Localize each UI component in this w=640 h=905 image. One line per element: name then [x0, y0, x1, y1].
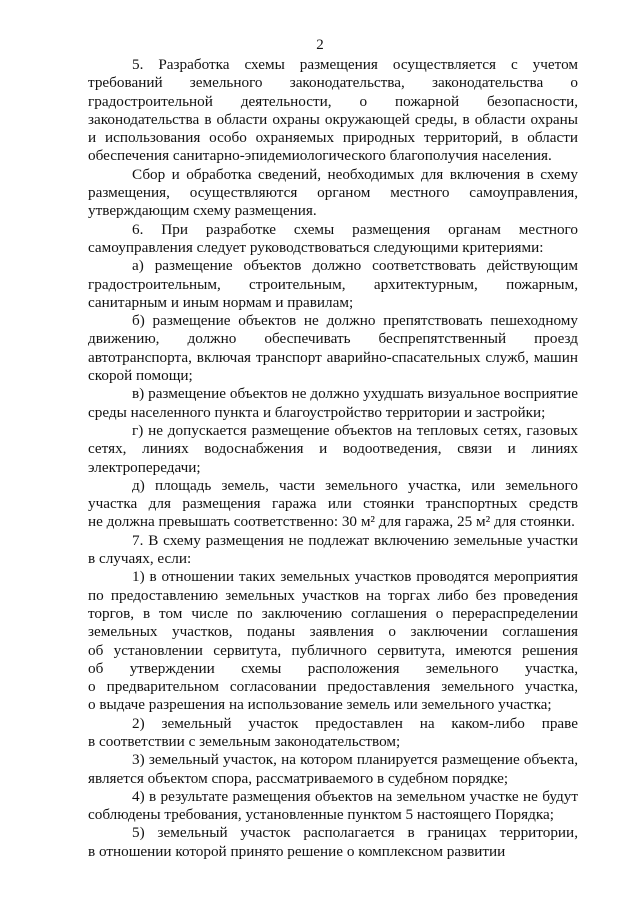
text-line: 5. Разработка схемы размещения осуществляется с учетом: [132, 56, 578, 73]
text-line: санитарным и иным нормам и правилам;: [88, 293, 354, 311]
paragraph-p7-1: [88, 568, 578, 714]
text-line: в) размещение объектов не должно ухудшать визуальное восприятие: [132, 385, 578, 403]
text-line: является объектом спора, рассматриваемого в судебном порядке;: [88, 769, 509, 787]
text-line: г) не допускается размещение объектов на тепловых сетях, газовых: [132, 421, 578, 439]
paragraph-p6e: [88, 477, 578, 532]
paragraph-p7-2: [88, 715, 578, 752]
text-line: и использования особо охраняемых природных территорий, в области: [88, 129, 578, 147]
text-line: 3) земельный участок, на котором планируется размещение объекта,: [132, 751, 578, 769]
text-line: требований земельного законодательства, законодательства о: [88, 74, 578, 92]
text-line: 1) в отношении таких земельных участков проводятся мероприятия: [132, 568, 578, 586]
text-line: соблюдены требования, установленные пунктом 5 настоящего Порядка;: [88, 806, 554, 824]
paragraph-p6d: [88, 422, 578, 477]
paragraph-p-collect: [88, 166, 578, 221]
paragraph-p5: [88, 56, 578, 166]
text-line: об установлении сервитута, публичного сервитута, имеются решения: [88, 641, 578, 659]
text-line: самоуправления следует руководствоваться следующими критериями:: [88, 238, 544, 256]
text-line: об утверждении схемы расположения земельного участка,: [88, 659, 578, 677]
text-line: среды населенного пункта и благоустройство территории и застройки;: [88, 403, 546, 421]
text-line: 5) земельный участок располагается в границах территории,: [132, 824, 578, 842]
text-line: утверждающим схему размещения.: [88, 202, 317, 220]
text-line: земельных участков, поданы заявления о заключении соглашения: [88, 623, 578, 641]
paragraph-p6a: [88, 257, 578, 312]
text-line: электропередачи;: [88, 458, 201, 476]
text-line: автотранспорта, включая транспорт аварийно-спасательных служб, машин: [88, 348, 578, 366]
text-line: размещения, осуществляются органом местного самоуправления,: [88, 184, 578, 202]
text-line: о предварительном согласовании предоставления земельного участка,: [88, 678, 578, 696]
text-line: торгов, в том числе по заключению соглашения о перераспределении: [88, 604, 578, 622]
text-line: скорой помощи;: [88, 367, 193, 385]
text-line: не должна превышать соответственно: 30 м² для гаража, 25 м² для стоянки.: [88, 513, 575, 531]
text-line: участка для размещения гаража или стоянки транспортных средств: [88, 495, 578, 513]
text-line: 2) земельный участок предоставлен на каком-либо праве: [132, 714, 578, 732]
text-line: законодательства в области охраны окружающей среды, в области охраны: [88, 110, 578, 128]
text-line: движению, должно обеспечивать беспрепятственный проезд: [88, 330, 578, 348]
paragraph-p7-5: [88, 824, 578, 861]
text-line: 4) в результате размещения объектов на земельном участке не будут: [132, 787, 578, 805]
page-number: 2: [316, 37, 324, 53]
paragraph-p7: [88, 532, 578, 569]
text-line: по предоставлению земельных участков на торгах либо без проведения: [88, 586, 578, 604]
text-line: д) площадь земель, части земельного участка, или земельного: [132, 476, 578, 494]
text-line: в отношении которой принято решение о комплексном развитии: [88, 842, 506, 860]
text-line: о выдаче разрешения на использование земель или земельного участка;: [88, 696, 552, 714]
document-body: [88, 56, 578, 861]
paragraph-p6b: [88, 312, 578, 385]
paragraph-p6: [88, 221, 578, 258]
paragraph-p7-3: [88, 751, 578, 788]
paragraph-p6c: [88, 385, 578, 422]
text-line: 7. В схему размещения не подлежат включению земельные участки: [132, 531, 578, 549]
text-line: градостроительной деятельности, о пожарной безопасности,: [88, 92, 578, 110]
paragraph-p7-4: [88, 788, 578, 825]
text-line: в соответствии с земельным законодательством;: [88, 732, 401, 750]
text-line: Сбор и обработка сведений, необходимых для включения в схему: [132, 165, 578, 183]
text-line: сетях, линиях водоснабжения и водоотведения, связи и линиях: [88, 440, 578, 458]
text-line: б) размещение объектов не должно препятствовать пешеходному: [132, 312, 578, 330]
text-line: обеспечения санитарно-эпидемиологического благополучия населения.: [88, 147, 552, 165]
text-line: а) размещение объектов должно соответствовать действующим: [132, 257, 578, 275]
text-line: градостроительным, строительным, архитектурным, пожарным,: [88, 275, 578, 293]
text-line: в случаях, если:: [88, 550, 192, 568]
text-line: 6. При разработке схемы размещения органам местного: [132, 220, 578, 238]
